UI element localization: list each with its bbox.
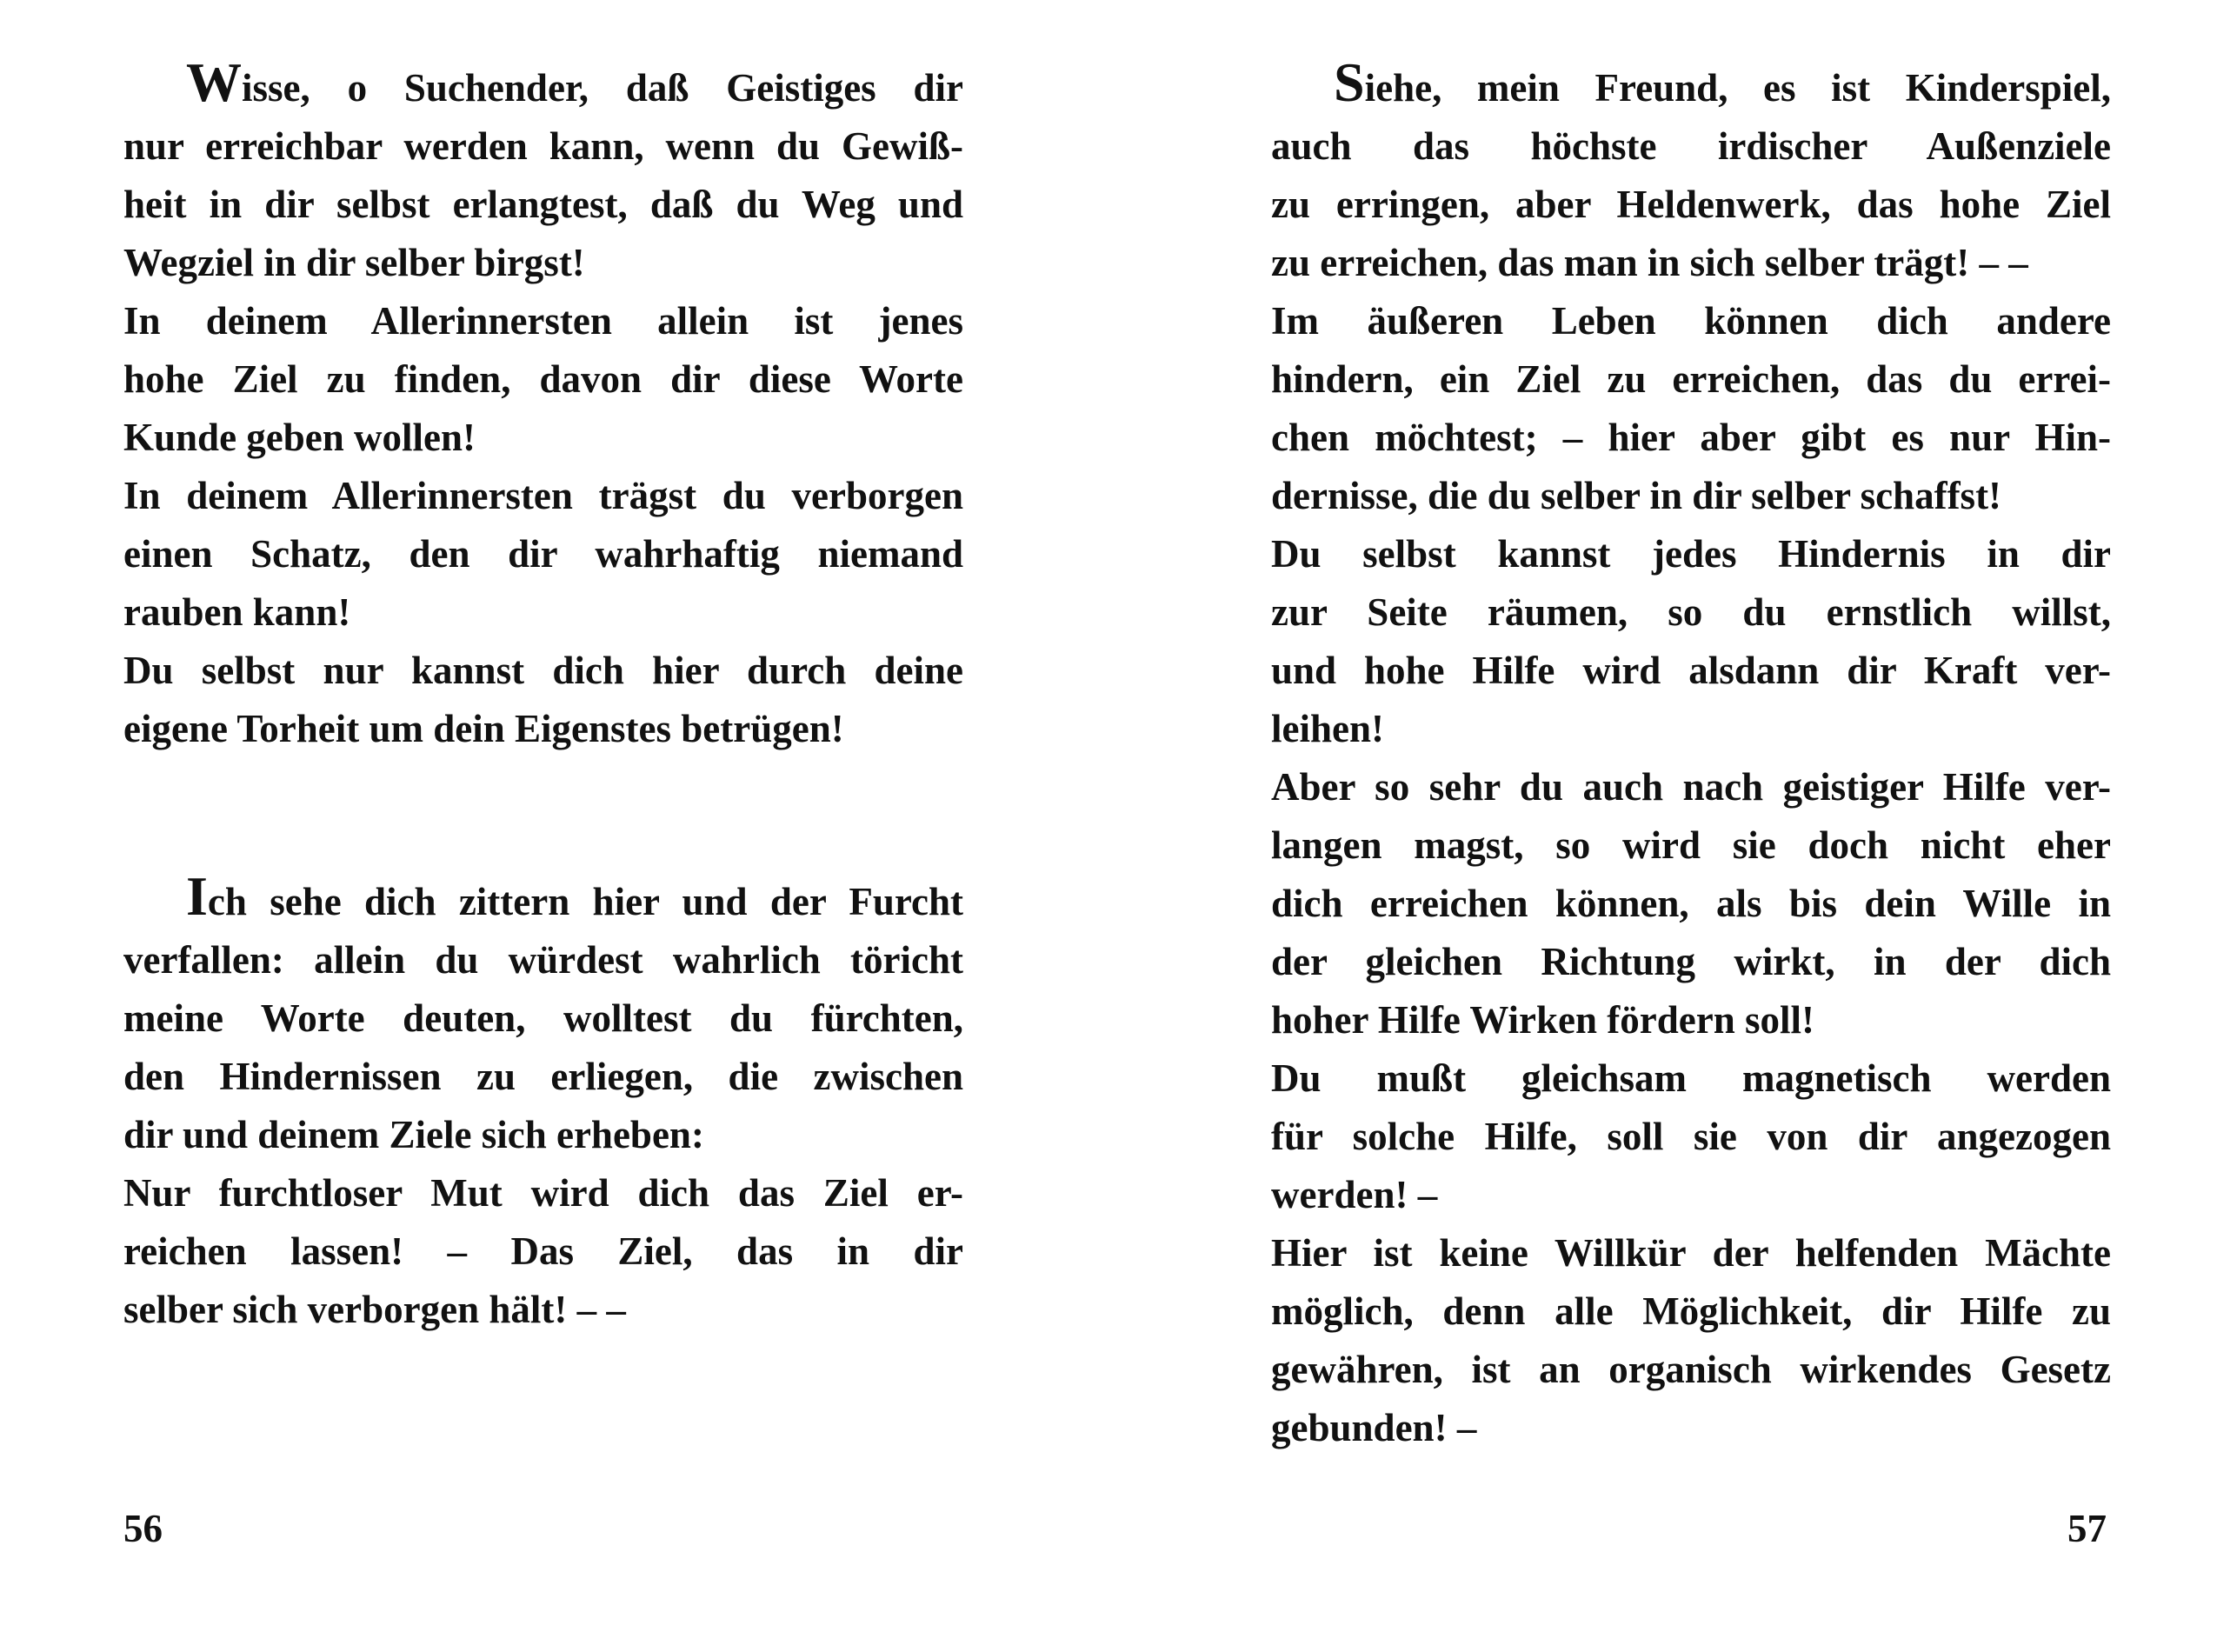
line-text: Nur furchtloser Mut wird dich das Ziel er-: [123, 1171, 963, 1215]
line-text: auch das höchste irdischer Außenziele: [1271, 124, 2111, 168]
text-line: [1271, 525, 2111, 583]
line-text: hohe Ziel zu finden, davon dir diese Worte: [123, 357, 963, 401]
line-text: möglich, denn alle Möglichkeit, dir Hilfe zu: [1271, 1289, 2111, 1333]
text-line: [1271, 467, 2111, 525]
drop-cap: W: [186, 51, 242, 113]
text-line: [123, 409, 963, 467]
text-line: [1271, 1108, 2111, 1166]
paragraph: [123, 51, 963, 292]
text-section: [123, 865, 963, 1339]
paragraph: [123, 1164, 963, 1339]
line-text: iehe, mein Freund, es ist Kinderspiel,: [1364, 66, 2111, 110]
line-text: dich erreichen können, als bis dein Wille in: [1271, 882, 2111, 925]
paragraph: [1271, 292, 2111, 525]
text-line: [1271, 1166, 2111, 1224]
paragraph: [123, 642, 963, 758]
line-text: In deinem Allerinnersten trägst du verborgen: [123, 474, 963, 517]
text-line: [123, 583, 963, 642]
text-line: [123, 1106, 963, 1164]
text-line: [123, 117, 963, 176]
text-line: [1271, 51, 2111, 117]
text-line: [1271, 1282, 2111, 1341]
text-line: [1271, 1224, 2111, 1282]
text-line: [1271, 1341, 2111, 1399]
line-text: Du selbst kannst jedes Hindernis in dir: [1271, 532, 2111, 576]
line-text: dernisse, die du selber in dir selber schaffst!: [1271, 474, 2002, 517]
paragraph: [123, 292, 963, 467]
text-line: [1271, 875, 2111, 933]
line-text: Im äußeren Leben können dich andere: [1271, 299, 2111, 343]
line-text: meine Worte deuten, wolltest du fürchten,: [123, 996, 963, 1040]
paragraph: [1271, 51, 2111, 292]
text-line: [123, 234, 963, 292]
line-text: langen magst, so wird sie doch nicht eher: [1271, 823, 2111, 867]
line-text: zu erreichen, das man in sich selber trägt! – –: [1271, 241, 2028, 284]
text-section: [1271, 51, 2111, 1457]
line-text: leihen!: [1271, 707, 1384, 750]
line-text: gewähren, ist an organisch wirkendes Gesetz: [1271, 1348, 2111, 1391]
page-number-right: 57: [2067, 1507, 2107, 1550]
text-line: [1271, 350, 2111, 409]
line-text: der gleichen Richtung wirkt, in der dich: [1271, 940, 2111, 983]
text-line: [123, 865, 963, 931]
text-line: [1271, 1049, 2111, 1108]
text-line: [1271, 176, 2111, 234]
line-text: eigene Torheit um dein Eigenstes betrügen!: [123, 707, 844, 750]
text-line: [123, 292, 963, 350]
drop-cap: I: [186, 865, 208, 927]
line-text: ch sehe dich zittern hier und der Furcht: [207, 880, 963, 923]
line-text: heit in dir selbst erlangtest, daß du Weg und: [123, 183, 963, 226]
text-line: [123, 989, 963, 1048]
text-line: [123, 1164, 963, 1222]
line-text: reichen lassen! – Das Ziel, das in dir: [123, 1229, 963, 1273]
line-text: für solche Hilfe, soll sie von dir angezogen: [1271, 1115, 2111, 1158]
text-line: [1271, 991, 2111, 1049]
line-text: chen möchtest; – hier aber gibt es nur Hin-: [1271, 416, 2111, 459]
text-line: [123, 467, 963, 525]
text-line: [1271, 642, 2111, 700]
line-text: einen Schatz, den dir wahrhaftig niemand: [123, 532, 963, 576]
line-text: zu erringen, aber Heldenwerk, das hohe Ziel: [1271, 183, 2111, 226]
paragraph: [1271, 1049, 2111, 1224]
line-text: dir und deinem Ziele sich erheben:: [123, 1113, 704, 1156]
text-line: [123, 642, 963, 700]
text-line: [123, 176, 963, 234]
line-text: und hohe Hilfe wird alsdann dir Kraft ver-: [1271, 649, 2111, 692]
drop-cap: S: [1334, 51, 1365, 113]
paragraph: [123, 865, 963, 1164]
text-line: [1271, 409, 2111, 467]
line-text: werden! –: [1271, 1173, 1438, 1216]
line-text: Du selbst nur kannst dich hier durch deine: [123, 649, 963, 692]
line-text: nur erreichbar werden kann, wenn du Gewiß-: [123, 124, 963, 168]
line-text: den Hindernissen zu erliegen, die zwischen: [123, 1055, 963, 1098]
text-line: [1271, 700, 2111, 758]
line-text: verfallen: allein du würdest wahrlich töricht: [123, 938, 963, 982]
page-number-left: 56: [123, 1507, 163, 1550]
text-line: [123, 51, 963, 117]
line-text: selber sich verborgen hält! – –: [123, 1288, 626, 1331]
line-text: Hier ist keine Willkür der helfenden Mächte: [1271, 1231, 2111, 1275]
text-line: [123, 700, 963, 758]
line-text: zur Seite räumen, so du ernstlich willst,: [1271, 590, 2111, 634]
text-line: [1271, 117, 2111, 176]
text-line: [1271, 234, 2111, 292]
line-text: Wegziel in dir selber birgst!: [123, 241, 585, 284]
paragraph: [1271, 758, 2111, 1049]
line-text: Kunde geben wollen!: [123, 416, 476, 459]
text-line: [1271, 1399, 2111, 1457]
line-text: Aber so sehr du auch nach geistiger Hilfe ver-: [1271, 765, 2111, 809]
text-section: [123, 51, 963, 758]
paragraph: [1271, 1224, 2111, 1457]
line-text: hoher Hilfe Wirken fördern soll!: [1271, 998, 1814, 1042]
text-line: [1271, 292, 2111, 350]
line-text: hindern, ein Ziel zu erreichen, das du errei-: [1271, 357, 2111, 401]
text-line: [1271, 583, 2111, 642]
line-text: In deinem Allerinnersten allein ist jenes: [123, 299, 963, 343]
paragraph: [1271, 525, 2111, 758]
line-text: Du mußt gleichsam magnetisch werden: [1271, 1056, 2111, 1100]
text-line: [123, 1281, 963, 1339]
text-line: [1271, 758, 2111, 816]
text-line: [123, 931, 963, 989]
line-text: rauben kann!: [123, 590, 351, 634]
line-text: gebunden! –: [1271, 1406, 1477, 1449]
text-line: [1271, 816, 2111, 875]
text-line: [123, 1222, 963, 1281]
text-line: [1271, 933, 2111, 991]
text-line: [123, 350, 963, 409]
text-line: [123, 525, 963, 583]
paragraph: [123, 467, 963, 642]
line-text: isse, o Suchender, daß Geistiges dir: [242, 66, 963, 110]
text-line: [123, 1048, 963, 1106]
